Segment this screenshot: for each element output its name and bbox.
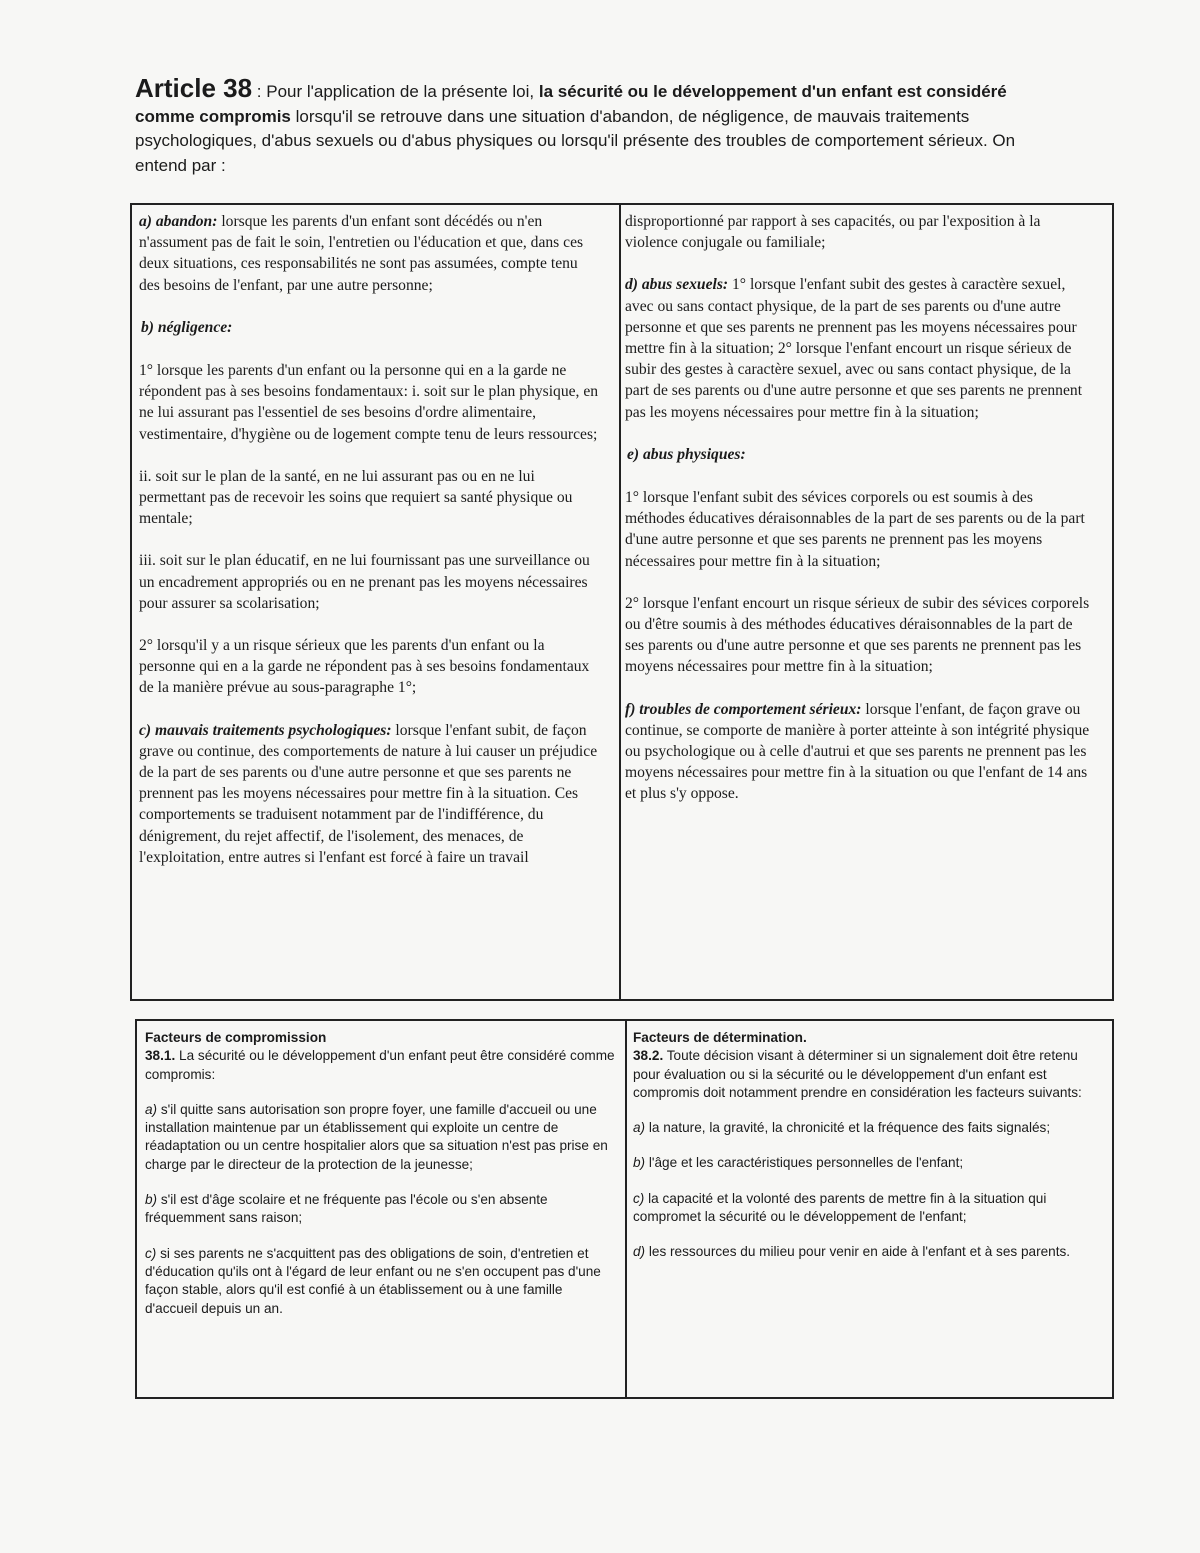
item-text: s'il quitte sans autorisation son propre foyer, une famille d'accueil ou une installation maintenue par un établissement qui exploite un centre de réadaptation ou un centre hospitalier alors que sa situation n'est pas prise en charge par le directeur de la protection de la jeunesse;: [145, 1101, 608, 1172]
determination-item-d: [633, 1243, 1101, 1261]
definitions-table: [130, 203, 1114, 1001]
item-text: l'âge et les caractéristiques personnelles de l'enfant;: [645, 1155, 964, 1171]
definition-text: lorsque les parents d'un enfant sont décédés ou n'en n'assument pas de fait le soin, l'entretien ou l'éducation et que, dans ces deux situations, ces responsabilités ne sont pas assumées, compte tenu des besoins de l'enfant, par une autre personne;: [139, 213, 584, 294]
section-intro-text: La sécurité ou le développement d'un enfant peut être considéré comme compromis:: [145, 1048, 615, 1082]
compromission-title: Facteurs de compromission: [145, 1030, 327, 1045]
definitions-right-column: [625, 211, 1093, 826]
article-header: [135, 73, 1070, 178]
determination-item-b: [633, 1154, 1101, 1172]
item-text: les ressources du milieu pour venir en aide à l'enfant et à ses parents.: [645, 1244, 1071, 1260]
definition-text: lorsque l'enfant, de façon grave ou continue, se comporte de manière à porter atteinte à son intégrité physique ou psychologique ou à celle d'autrui et que ses parents ne prennent pas les moyens nécessaires pour mettre fin à la situation ou que l'enfant de 14 ans et plus s'y oppose.: [625, 700, 1090, 803]
article-intro: : Pour l'application de la présente loi,: [252, 82, 539, 101]
definition-text: lorsque l'enfant subit, de façon grave ou continue, des comportements de nature à lui causer un préjudice de la part de ses parents ou d'une autre personne et que ses parents ne prennent pas les moyens nécessaires pour mettre fin à la situation. Ces comportements se traduisent notamment par de l'indifférence, du dénigrement, du rejet affectif, de l'isolement, des menaces, de l'exploitation, entre autres si l'enfant est forcé à faire un travail: [139, 721, 598, 866]
definition-label: c) mauvais traitements psychologiques:: [139, 721, 392, 739]
psychological-abuse-continuation: disproportionné par rapport à ses capacités, ou par l'exposition à la violence conjugale ou familiale;: [625, 213, 1041, 252]
physical-abuse-point-1: 1° lorsque l'enfant subit des sévices corporels ou est soumis à des méthodes éducatives déraisonnables de la part de ses parents ou de la part d'une autre personne et que ses parents ne prennent pas les moyens nécessaires pour mettre fin à la situation;: [625, 489, 1085, 570]
factors-table: [135, 1019, 1114, 1399]
definition-label: e) abus physiques:: [627, 445, 746, 463]
definition-sexual-abuse: [625, 274, 1093, 422]
definition-text: 1° lorsque l'enfant subit des gestes à caractère sexuel, avec ou sans contact physique, de la part de ses parents ou d'une autre personne et que ses parents ne prennent pas les moyens nécessaires pour mettre fin à la situation; 2° lorsque l'enfant encourt un risque sérieux de subir des gestes à caractère sexuel, avec ou sans contact physique, de la part de ses parents ou d'une autre personne et que ses parents ne prennent pas les moyens nécessaires pour mettre fin à la situation;: [625, 276, 1083, 421]
compromission-item-a: [145, 1101, 615, 1174]
item-letter: a): [145, 1101, 158, 1117]
item-letter: c): [633, 1190, 645, 1206]
determination-title: Facteurs de détermination.: [633, 1030, 807, 1045]
determination-intro: [633, 1047, 1101, 1102]
definition-label: f) troubles de comportement sérieux:: [625, 700, 862, 718]
compromission-item-c: [145, 1245, 615, 1318]
item-letter: b): [633, 1155, 646, 1171]
definitions-left-column: [139, 211, 599, 889]
item-letter: c): [145, 1245, 157, 1261]
item-text: la nature, la gravité, la chronicité et la fréquence des faits signalés;: [645, 1120, 1051, 1136]
negligence-point-1: 1° lorsque les parents d'un enfant ou la personne qui en a la garde ne répondent pas à ses besoins fondamentaux: i. soit sur le plan physique, en ne lui assurant pas l'essentiel de ses besoins d'ordre alimentaire, vestimentaire, d'hygiène ou de logement compte tenu de leurs ressources;: [139, 362, 599, 443]
column-divider: [625, 1021, 627, 1397]
definition-label: b) négligence:: [141, 318, 233, 336]
section-intro-text: Toute décision visant à déterminer si un signalement doit être retenu pour évaluation ou si la sécurité ou le développement d'un enfant est compromis doit notamment prendre en considération les facteurs suivants:: [633, 1048, 1082, 1100]
section-number: 38.2.: [633, 1048, 664, 1064]
determination-item-a: [633, 1119, 1101, 1137]
determination-item-c: [633, 1190, 1101, 1227]
item-text: s'il est d'âge scolaire et ne fréquente pas l'école ou s'en absente fréquemment sans raison;: [145, 1192, 548, 1226]
item-text: si ses parents ne s'acquittent pas des obligations de soin, d'entretien et d'éducation qu'ils ont à l'égard de leur enfant ou ne s'en occupent pas d'une façon stable, alors qu'il est confié à un établissement ou à une famille d'accueil depuis un an.: [145, 1245, 601, 1316]
determination-factors-column: [633, 1029, 1101, 1279]
section-number: 38.1.: [145, 1048, 176, 1064]
definition-abandon: [139, 211, 599, 296]
item-letter: a): [633, 1120, 646, 1136]
negligence-point-2: 2° lorsqu'il y a un risque sérieux que les parents d'un enfant ou la personne qui en a la garde ne répondent pas à ses besoins fondamentaux de la manière prévue au sous-paragraphe 1°;: [139, 637, 590, 697]
article-rest: lorsqu'il se retrouve dans une situation d'abandon, de négligence, de mauvais traitements psychologiques, d'abus sexuels ou d'abus physiques ou lorsqu'il présente des troubles de comportement sérieux. On entend par :: [135, 106, 1016, 175]
definition-behavior-problems: [625, 699, 1093, 805]
definition-negligence-heading: [141, 317, 599, 338]
compromission-intro: [145, 1047, 615, 1084]
compromission-factors-column: [145, 1029, 615, 1335]
negligence-point-ii: ii. soit sur le plan de la santé, en ne lui assurant pas ou en ne lui permettant pas de recevoir les soins que requiert sa santé physique ou mentale;: [139, 467, 573, 528]
column-divider: [619, 205, 621, 999]
physical-abuse-point-2: 2° lorsque l'enfant encourt un risque sérieux de subir des sévices corporels ou d'être soumis à des méthodes éducatives déraisonnables de la part de ses parents ou d'une autre personne et que ses parents ne prennent pas les moyens nécessaires pour mettre fin à la situation;: [625, 594, 1090, 676]
article-key-phrase: la sécurité ou le développement d'un enfant est considéré comme compromis: [135, 82, 1007, 126]
item-letter: b): [145, 1192, 158, 1208]
compromission-item-b: [145, 1191, 615, 1228]
article-number: Article 38: [135, 73, 253, 103]
negligence-point-iii: iii. soit sur le plan éducatif, en ne lui fournissant pas une surveillance ou un encadrement appropriés ou en ne prenant pas les moyens nécessaires pour assurer sa scolarisation;: [139, 552, 590, 612]
definition-label: d) abus sexuels:: [625, 276, 729, 294]
definition-physical-abuse-heading: [627, 444, 1093, 465]
item-text: la capacité et la volonté des parents de mettre fin à la situation qui compromet la sécurité ou le développement de l'enfant;: [633, 1190, 1047, 1225]
item-letter: d): [633, 1244, 646, 1260]
definition-label: a) abandon:: [139, 213, 218, 230]
definition-psychological-abuse: [139, 720, 599, 868]
